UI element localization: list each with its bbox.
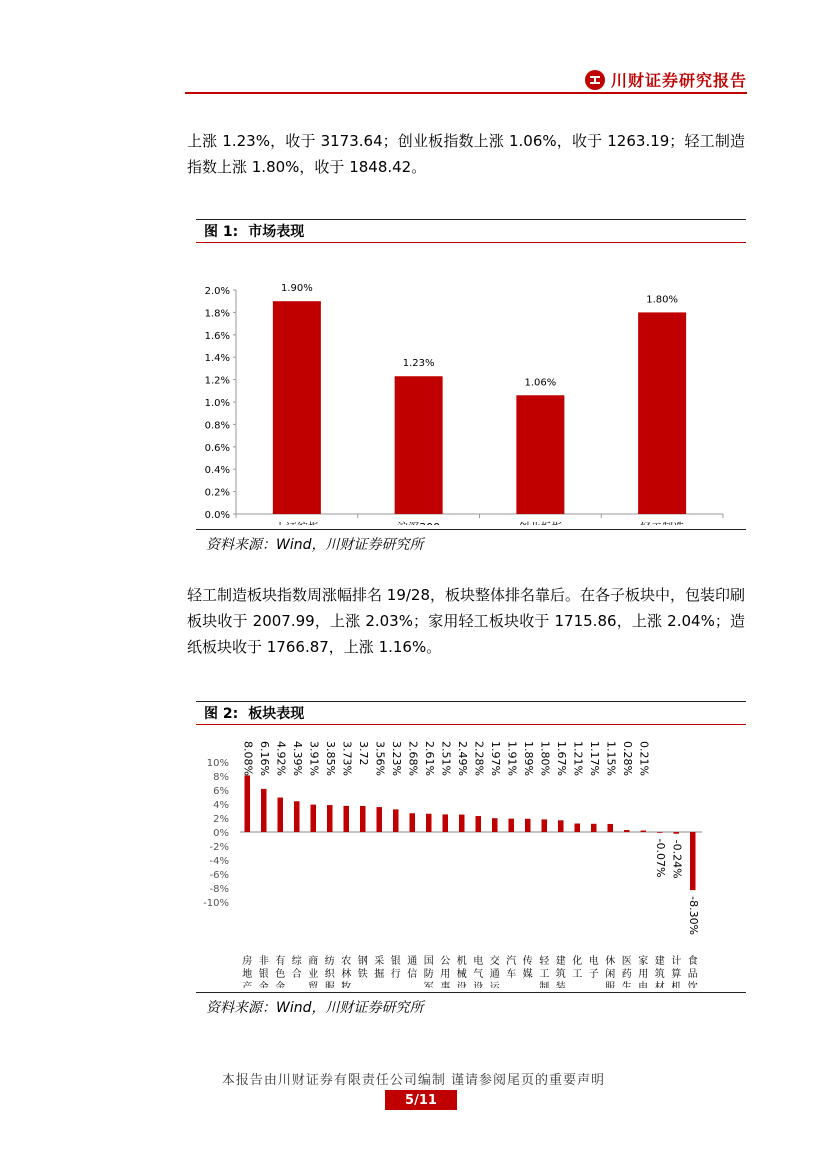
x-category-label: 汽车 (506, 956, 517, 980)
bar (278, 798, 284, 832)
bar (492, 818, 498, 832)
bar (459, 815, 465, 832)
x-category-label: 建筑装 (555, 956, 566, 988)
sector-performance-chart (196, 725, 746, 988)
bar-value-label: 1.80% (646, 294, 679, 306)
x-category-label: 公用事 (440, 956, 451, 988)
header-rule (185, 92, 747, 94)
x-category-label: 综合 (291, 956, 302, 980)
page-number: 5/11 (385, 1090, 457, 1110)
figure-1-source: 资料来源：Wind，川财证券研究所 (196, 529, 746, 554)
x-category-label: 钢铁 (357, 956, 368, 980)
bar (261, 789, 267, 832)
bar (674, 832, 680, 834)
x-category-label: 传媒 (522, 956, 533, 980)
y-tick-label: -10% (203, 898, 229, 909)
x-category-label: 通信 (407, 956, 418, 980)
bar-value-label: 1.89% (521, 741, 535, 776)
bar (638, 312, 686, 514)
bar-value-label: 4.92% (274, 741, 288, 776)
brand (585, 68, 747, 91)
x-category-label (275, 520, 319, 525)
bar (393, 809, 399, 832)
bar-value-label: 3.91% (307, 741, 321, 776)
x-category-label (518, 520, 562, 525)
x-category-label: 农林牧 (341, 956, 352, 988)
bar (426, 814, 432, 832)
report-header (185, 64, 747, 94)
x-category-label: 建筑材 (654, 956, 665, 988)
x-category-label: 机械设 (456, 956, 467, 988)
bar-value-label: -0.24% (670, 839, 684, 879)
y-tick-label: 10% (206, 758, 229, 769)
x-category-label: 食品饮 (687, 956, 698, 988)
y-tick-label: 8% (213, 772, 229, 783)
bar (410, 813, 416, 832)
y-tick-label: 1.2% (204, 375, 230, 387)
y-tick-label: 1.8% (204, 308, 230, 320)
y-tick-label: -4% (209, 856, 229, 867)
x-category-label: 房地产 (242, 956, 253, 988)
bar-value-label: 2.28% (472, 741, 486, 776)
y-tick-label: 0.0% (204, 510, 230, 521)
figure-1-title-row (196, 219, 746, 243)
x-category-label: 交通运 (489, 956, 500, 988)
bar (273, 301, 321, 514)
bar (525, 819, 531, 832)
bar-value-label: 4.39% (290, 741, 304, 776)
y-tick-label: 0.8% (204, 420, 230, 432)
bar (690, 832, 696, 890)
y-tick-label: 6% (213, 786, 229, 797)
y-tick-label: 4% (213, 800, 229, 811)
bar-value-label: 1.06% (524, 377, 557, 389)
x-category-label: 计算机 (671, 956, 682, 988)
x-category-label (397, 520, 440, 525)
x-category-label: 电子 (588, 956, 599, 980)
figure-2-title-row (196, 701, 746, 725)
x-category-label: 商业贸 (308, 956, 319, 988)
bar-value-label: 1.23% (402, 358, 435, 370)
bar (377, 807, 383, 832)
y-tick-label: -2% (209, 842, 229, 853)
x-category-label: 医药生 (621, 956, 632, 988)
bar-value-label: 0.28% (620, 741, 634, 776)
bar (311, 805, 317, 832)
y-tick-label: 0.2% (204, 487, 230, 499)
paragraph-2: 轻工制造板块指数周涨幅排名 19/28，板块整体排名靠后。在各子板块中，包装印刷板块收于 2007.99，上涨 2.03%；家用轻工板块收于 1715.86，上涨 2.04%；造纸板块收于 1766.87，上涨 1.16%。 (187, 586, 745, 656)
x-category-label: 有色金 (275, 956, 286, 988)
y-tick-label: 0.4% (204, 465, 230, 477)
footer-disclaimer: 本报告由川财证券有限责任公司编制 谨请参阅尾页的重要声明 (221, 1073, 606, 1088)
bar-value-label: 0.21% (637, 741, 651, 776)
x-category-label (640, 520, 684, 525)
brand-name: 川财证券研究报告 (610, 71, 747, 90)
bar-value-label: 2.61% (422, 741, 436, 776)
bar-value-label: 3.85% (323, 741, 337, 776)
bar-value-label: 2.49% (455, 741, 469, 776)
bar (641, 831, 647, 832)
bar-value-label: 6.16% (257, 741, 271, 776)
x-category-label: 银行 (390, 956, 401, 980)
bar-value-label: 3.72 (356, 741, 370, 766)
bar (591, 824, 597, 832)
bar (575, 824, 581, 832)
bar (344, 806, 350, 832)
market-performance-chart (196, 243, 746, 525)
figure-2-number: 图 2: (204, 706, 239, 722)
bar-value-label: 2.51% (439, 741, 453, 776)
figure-1 (196, 219, 746, 554)
x-category-label: 电气设 (473, 956, 484, 988)
bar (294, 801, 300, 832)
y-tick-label: 1.4% (204, 353, 230, 365)
bar-value-label: 1.97% (488, 741, 502, 776)
bar-value-label: 1.17% (587, 741, 601, 776)
y-tick-label: 1.0% (204, 398, 230, 409)
x-category-label: 休闲服 (605, 956, 616, 988)
bar-value-label: 8.08% (241, 741, 255, 776)
y-tick-label: 2% (213, 814, 229, 825)
figure-1-title: 市场表现 (248, 224, 305, 240)
x-category-label: 非银金 (258, 956, 269, 988)
x-category-label: 家用电 (638, 956, 649, 988)
bar-value-label: 1.21% (571, 741, 585, 776)
figure-2 (196, 701, 746, 1017)
bar-value-label: -8.30% (686, 896, 700, 936)
bar (360, 806, 366, 832)
y-tick-label: -6% (209, 870, 229, 881)
y-tick-label: -8% (209, 884, 229, 895)
bar (245, 775, 251, 832)
bar (509, 819, 515, 832)
bar (624, 830, 630, 832)
figure-1-number: 图 1: (204, 224, 239, 240)
y-tick-label: 1.6% (204, 330, 230, 342)
bar-value-label: 3.56% (373, 741, 387, 776)
x-category-label: 纺织服 (324, 956, 335, 988)
x-category-label: 轻工制 (539, 956, 550, 988)
bar (542, 819, 548, 832)
bar-value-label: 3.23% (389, 741, 403, 776)
bar (476, 816, 482, 832)
logo-icon (585, 70, 605, 90)
bar-value-label: 1.90% (280, 283, 313, 295)
bar (558, 820, 564, 832)
bar-value-label: 2.68% (406, 741, 420, 776)
bar-value-label: 1.80% (538, 741, 552, 776)
paragraph-1: 上涨 1.23%，收于 3173.64；创业板指数上涨 1.06%，收于 1263.19；轻工制造指数上涨 1.80%，收于 1848.42。 (187, 132, 745, 176)
bar-value-label: 1.15% (604, 741, 618, 776)
y-tick-label: 2.0% (204, 286, 230, 297)
x-category-label: 国防军 (423, 956, 434, 988)
y-tick-label: 0% (213, 828, 229, 839)
bar-value-label: 3.73% (340, 741, 354, 776)
x-category-label: 采掘 (374, 956, 385, 980)
bar (516, 395, 564, 514)
bar (395, 376, 443, 514)
bar-value-label: -0.07% (653, 838, 667, 878)
bar-value-label: 1.91% (505, 741, 519, 776)
figure-2-title: 板块表现 (248, 706, 305, 722)
bar-value-label: 1.67% (554, 741, 568, 776)
bar (443, 814, 449, 832)
figure-2-source: 资料来源：Wind，川财证券研究所 (196, 992, 746, 1017)
bar (608, 824, 614, 832)
bar (327, 805, 333, 832)
x-category-label: 化工 (572, 956, 583, 980)
bar (657, 832, 663, 833)
y-tick-label: 0.6% (204, 442, 230, 454)
